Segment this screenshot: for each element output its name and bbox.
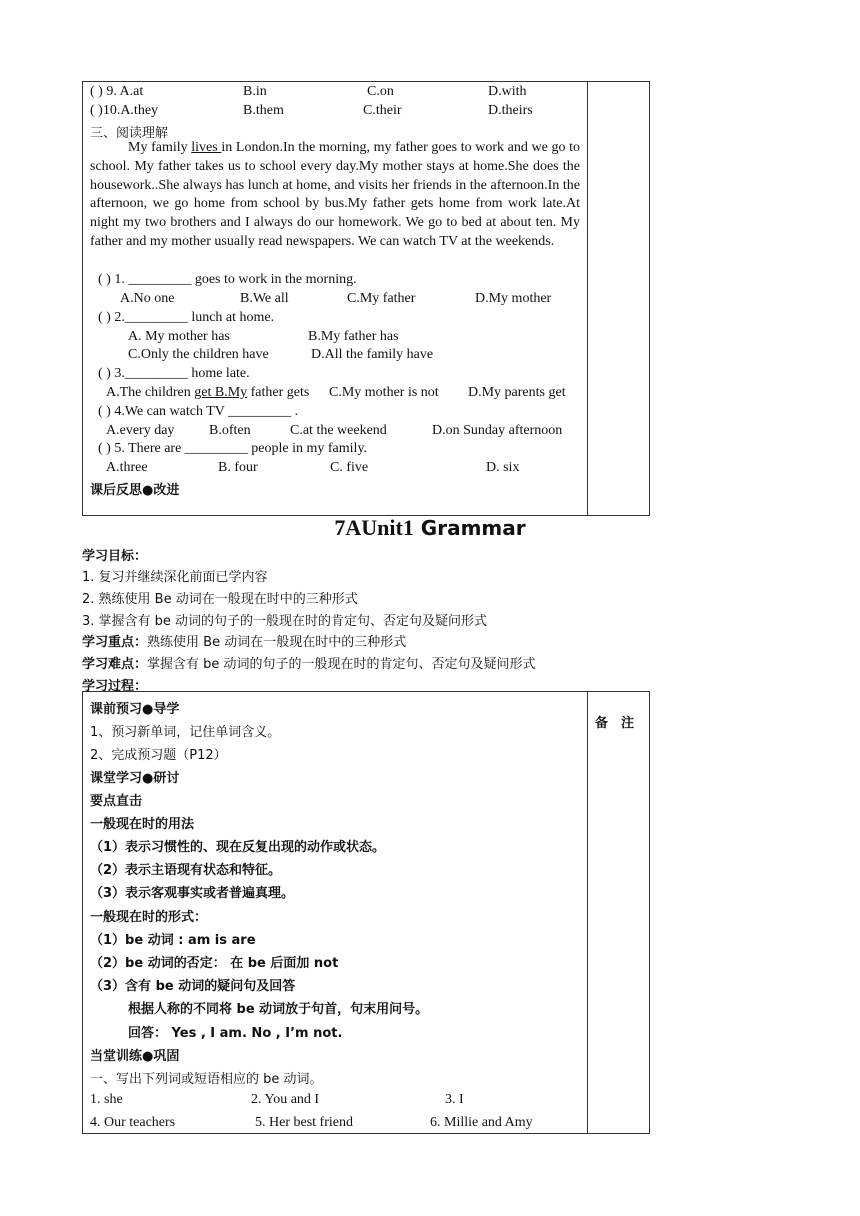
form-heading: 一般现在时的形式：: [90, 910, 208, 925]
rq5-option-d: D. six: [486, 460, 520, 475]
form-1: （1）be 动词 : am is are: [90, 933, 256, 948]
rq5-option-a: A.three: [106, 460, 148, 475]
usage-1: （1）表示习惯性的、现在反复出现的动作或状态。: [90, 840, 386, 855]
q10-number: ( )10.A.they: [90, 103, 159, 118]
exercise-2b: 5. Her best friend: [255, 1115, 353, 1130]
form-3b: 回答： Yes , I am. No , I’m not.: [128, 1026, 343, 1041]
objective-3: 3. 掌握含有 be 动词的句子的一般现在时的肯定句、否定句及疑问形式: [82, 614, 488, 629]
preview-heading: 课前预习●导学: [90, 702, 180, 717]
focus-line: [82, 631, 406, 650]
rq3-a-post: father gets: [247, 385, 310, 400]
usage-2: （2）表示主语现有状态和特征。: [90, 863, 282, 878]
rq4-option-d: D.on Sunday afternoon: [432, 423, 563, 438]
practice-1: 一、写出下列词或短语相应的 be 动词。: [90, 1072, 323, 1087]
q9-option-d: D.with: [488, 84, 527, 99]
q9-option-b: B.in: [243, 84, 267, 99]
difficulty-line: [82, 653, 536, 672]
rq2-option-c: C.Only the children have: [128, 347, 269, 362]
page-title: [0, 515, 860, 541]
practice-heading: 当堂训练●巩固: [90, 1049, 180, 1064]
rq3-options-ab: [106, 385, 309, 401]
focus-text: 熟练使用 Be 动词在一般现在时中的三种形式: [147, 635, 407, 650]
rq1-option-d: D.My mother: [475, 291, 552, 306]
form-3a: 根据人称的不同将 be 动词放于句首，句末用问号。: [128, 1002, 429, 1017]
usage-heading: 一般现在时的用法: [90, 817, 195, 832]
q10-option-c: C.their: [363, 103, 402, 118]
points-heading: 要点直击: [90, 794, 143, 809]
rq5-option-c: C. five: [330, 460, 369, 475]
rq5-option-b: B. four: [218, 460, 258, 475]
title-grammar: Grammar: [413, 516, 526, 540]
reading-heading: 三、阅读理解: [90, 126, 169, 141]
rq3-stem: ( ) 3._________ home late.: [98, 366, 250, 381]
rq4-option-b: B.often: [209, 423, 251, 438]
rq3-a-pre: A.The children: [106, 385, 195, 400]
objectives-label: 学习目标：: [82, 549, 148, 564]
class-heading: 课堂学习●研讨: [90, 771, 180, 786]
rq1-option-c: C.My father: [347, 291, 416, 306]
q10-option-d: D.theirs: [488, 103, 533, 118]
rq1-stem: ( ) 1. _________ goes to work in the morning.: [98, 272, 357, 287]
q9-number: ( ) 9. A.at: [90, 84, 144, 99]
rq1-option-a: A.No one: [120, 291, 175, 306]
rq4-stem: ( ) 4.We can watch TV _________ .: [98, 404, 299, 419]
reading-passage: [90, 139, 580, 252]
passage-underlined: lives: [191, 140, 222, 155]
rq1-option-b: B.We all: [240, 291, 289, 306]
rq2-option-b: B.My father has: [308, 329, 399, 344]
exercise-2a: 4. Our teachers: [90, 1115, 176, 1130]
process-label: 学习过程：: [82, 679, 148, 694]
form-3: （3）含有 be 动词的疑问句及回答: [90, 979, 296, 994]
usage-3: （3）表示客观事实或者普遍真理。: [90, 886, 295, 901]
difficulty-text: 掌握含有 be 动词的句子的一般现在时的肯定句、否定句及疑问形式: [147, 657, 536, 672]
title-unit: 7AUnit1: [334, 515, 414, 540]
q9-option-c: C.on: [367, 84, 394, 99]
rq3-a-underlined: get B.My: [194, 385, 248, 400]
rq4-option-c: C.at the weekend: [290, 423, 387, 438]
rq3-option-d: D.My parents get: [468, 385, 566, 400]
objective-1: 1. 复习并继续深化前面已学内容: [82, 570, 268, 585]
top-table-divider: [587, 81, 588, 516]
rq2-option-d: D.All the family have: [311, 347, 434, 362]
notes-heading: 备 注: [595, 716, 635, 731]
exercise-1c: 3. I: [445, 1092, 464, 1107]
exercise-1a: 1. she: [90, 1092, 123, 1107]
difficulty-label: 学习难点：: [82, 657, 148, 672]
rq3-option-c: C.My mother is not: [329, 385, 439, 400]
reflection-heading: 课后反思●改进: [90, 483, 180, 498]
passage-post: in London.In the morning, my father goes to work and we go to school. My father takes us to school every day.My mother stays at home.She does the housework..She always has lunch at home, and visits her friends in the afternoon.In the afternoon, we go home from school by bus.My father gets home from work late.At night my two brothers and I always do our homework. We go to bed at about ten. My father and my mother usually read newspapers. We can watch TV at the weekends.: [90, 140, 580, 249]
q10-option-b: B.them: [243, 103, 284, 118]
bottom-table-divider: [587, 691, 588, 1134]
focus-label: 学习重点：: [82, 635, 148, 650]
form-2: （2）be 动词的否定： 在 be 后面加 not: [90, 956, 339, 971]
exercise-1b: 2. You and I: [251, 1092, 320, 1107]
rq2-option-a: A. My mother has: [128, 329, 230, 344]
passage-pre: My family: [128, 140, 192, 155]
objective-2: 2. 熟练使用 Be 动词在一般现在时中的三种形式: [82, 592, 358, 607]
preview-item-2: 2、完成预习题（P12）: [90, 748, 227, 763]
rq5-stem: ( ) 5. There are _________ people in my family.: [98, 441, 368, 456]
preview-item-1: 1、预习新单词，记住单词含义。: [90, 725, 281, 740]
rq4-option-a: A.every day: [106, 423, 175, 438]
exercise-2c: 6. Millie and Amy: [430, 1115, 533, 1130]
rq2-stem: ( ) 2._________ lunch at home.: [98, 310, 275, 325]
